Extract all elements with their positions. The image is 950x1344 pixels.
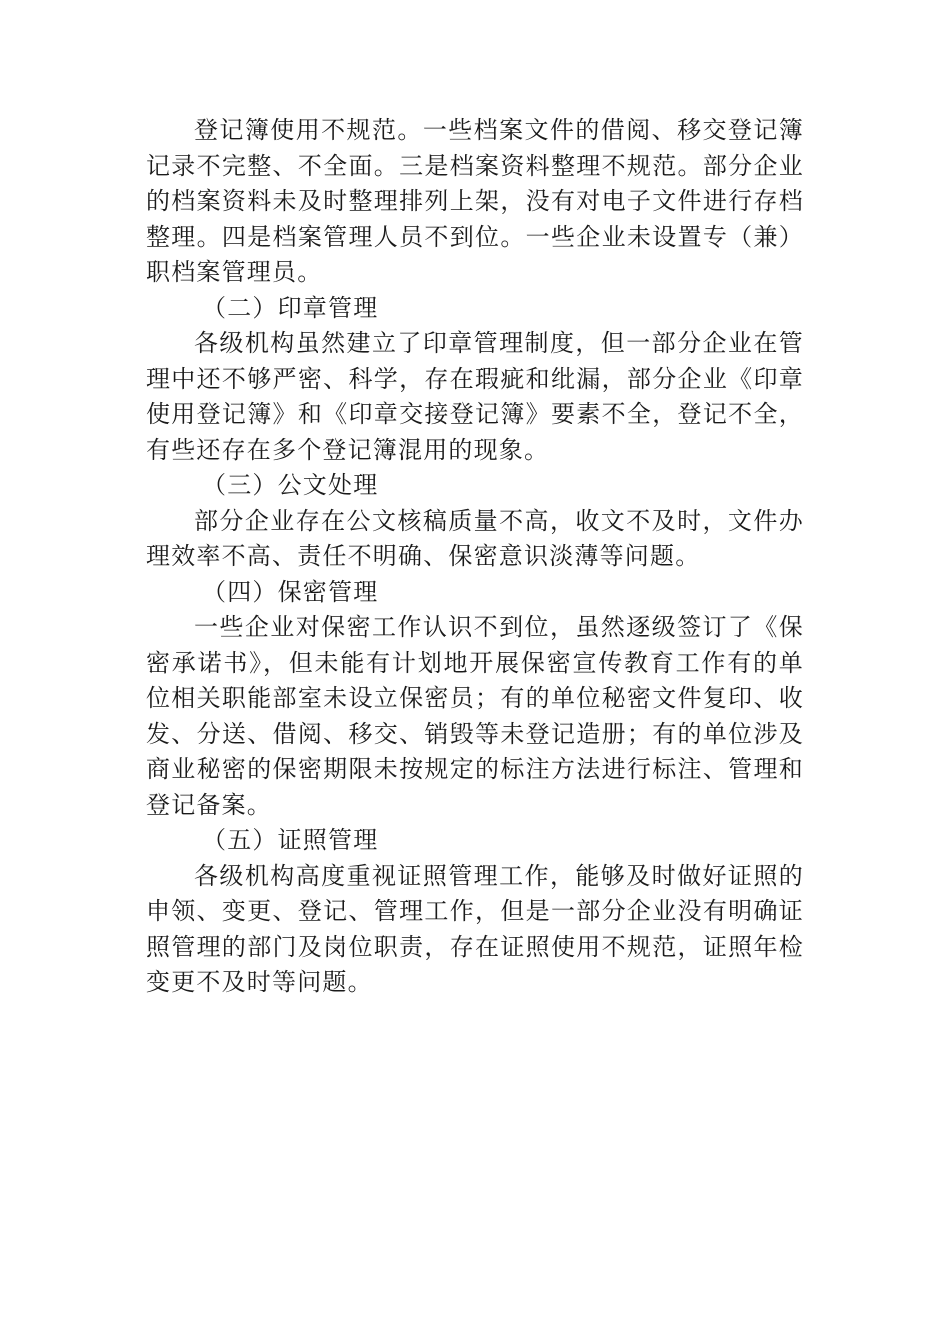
section-heading-document-processing: （三）公文处理: [202, 471, 379, 499]
paragraph-license-management: 各级机构高度重视证照管理工作，能够及时做好证照的申领、变更、登记、管理工作，但是一部分企业没有明确证照管理的部门及岗位职责，存在证照使用不规范，证照年检变更不及时等问题。: [146, 861, 804, 996]
section-heading-confidentiality: （四）保密管理: [202, 577, 379, 606]
document-body: [146, 113, 804, 1001]
paragraph-seal-management: 各级机构虽然建立了印章管理制度，但一部分企业在管理中还不够严密、科学，存在瑕疵和纰漏，部分企业《印章使用登记簿》和《印章交接登记簿》要素不全，登记不全，有些还存在多个登记簿混用的现象。: [146, 329, 804, 464]
paragraph-confidentiality: 一些企业对保密工作认识不到位，虽然逐级签订了《保密承诺书》，但未能有计划地开展保密宣传教育工作有的单位相关职能部室未设立保密员；有的单位秘密文件复印、收发、分送、借阅、移交、销毁等未登记造册；有的单位涉及商业秘密的保密期限未按规定的标注方法进行标注、管理和登记备案。: [146, 613, 804, 819]
section-heading-seal-management: （二）印章管理: [202, 293, 379, 322]
section-heading-license-management: （五）证照管理: [202, 826, 379, 854]
paragraph-document-processing: 部分企业存在公文核稿质量不高，收文不及时，文件办理效率不高、责任不明确、保密意识淡薄等问题。: [146, 506, 804, 570]
paragraph-archive-issues: 登记簿使用不规范。一些档案文件的借阅、移交登记簿记录不完整、不全面。三是档案资料整理不规范。部分企业的档案资料未及时整理排列上架，没有对电子文件进行存档整理。四是档案管理人员不到位。一些企业未设置专（兼）职档案管理员。: [146, 116, 804, 286]
